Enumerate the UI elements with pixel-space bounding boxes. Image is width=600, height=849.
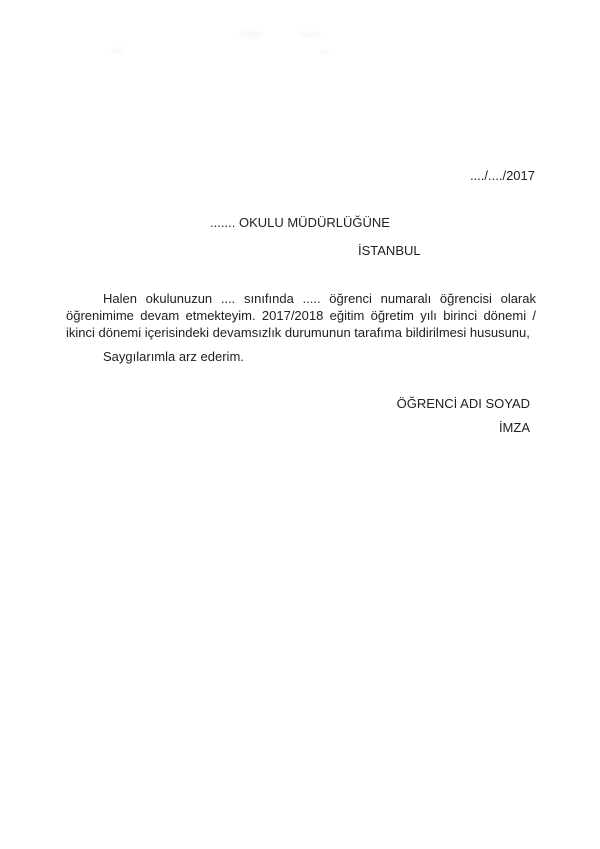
- scan-artifact: [321, 50, 329, 54]
- signature-label: İMZA: [498, 420, 530, 435]
- signature-name: ÖĞRENCİ ADI SOYAD: [396, 396, 530, 411]
- scan-artifact: [298, 32, 322, 37]
- letter-body-paragraph: Halen okulunuzun .... sınıfında ..... öğrenci numaralı öğrencisi olarak öğrenimime devam etmekteyim. 2017/2018 eğitim öğretim yılı birinci dönemi / ikinci dönemi içerisindeki devamsızlık durumunun tarafıma bildirilmesi hususunu,: [66, 291, 536, 340]
- scan-artifact: [111, 48, 124, 54]
- letter-date: ..../..../2017: [469, 168, 535, 183]
- scan-artifact: [238, 31, 262, 37]
- letter-closing: Saygılarımla arz ederim.: [103, 349, 244, 364]
- recipient-title: ....... OKULU MÜDÜRLÜĞÜNE: [210, 215, 390, 230]
- signature-block: [397, 395, 530, 436]
- recipient-city: İSTANBUL: [358, 243, 421, 258]
